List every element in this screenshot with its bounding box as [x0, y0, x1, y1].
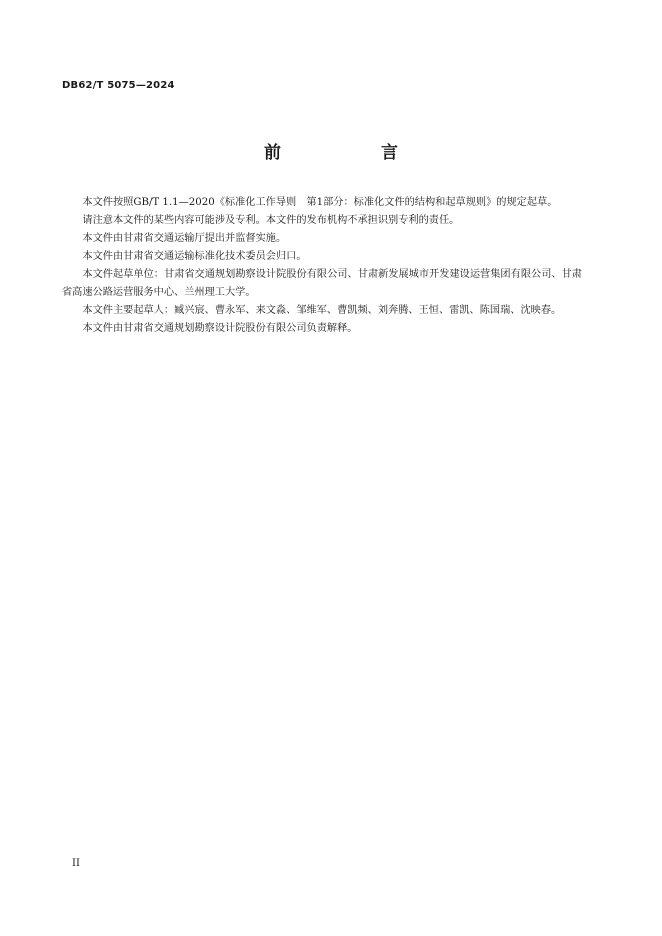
paragraph-drafting-rules: 本文件按照GB/T 1.1—2020《标准化工作导则 第1部分：标准化文件的结构和起草规则》的规定起草。: [82, 197, 558, 208]
page-title: 前 言: [264, 143, 420, 163]
page-number: II: [72, 858, 80, 869]
paragraph-drafting-organizations: 本文件起草单位：甘肃省交通规划勘察设计院股份有限公司、甘肃新发展城市开发建设运营集团有限公司、甘肃省高速公路运营服务中心、兰州理工大学。: [62, 269, 582, 298]
paragraph-main-drafters: 本文件主要起草人：臧兴宸、曹永军、来文淼、邹维军、曹凯频、刘奔腾、王恒、雷凯、陈国瑞、沈映春。: [82, 305, 562, 316]
paragraph-patent-notice: 请注意本文件的某些内容可能涉及专利。本文件的发布机构不承担识别专利的责任。: [82, 215, 460, 226]
paragraph-technical-committee: 本文件由甘肃省交通运输标准化技术委员会归口。: [82, 251, 307, 262]
document-code: DB62/T 5075—2024: [62, 80, 175, 91]
paragraph-interpretation: 本文件由甘肃省交通规划勘察设计院股份有限公司负责解释。: [82, 323, 358, 334]
foreword-body: [62, 194, 582, 338]
paragraph-proposer: 本文件由甘肃省交通运输厅提出并监督实施。: [82, 233, 287, 244]
